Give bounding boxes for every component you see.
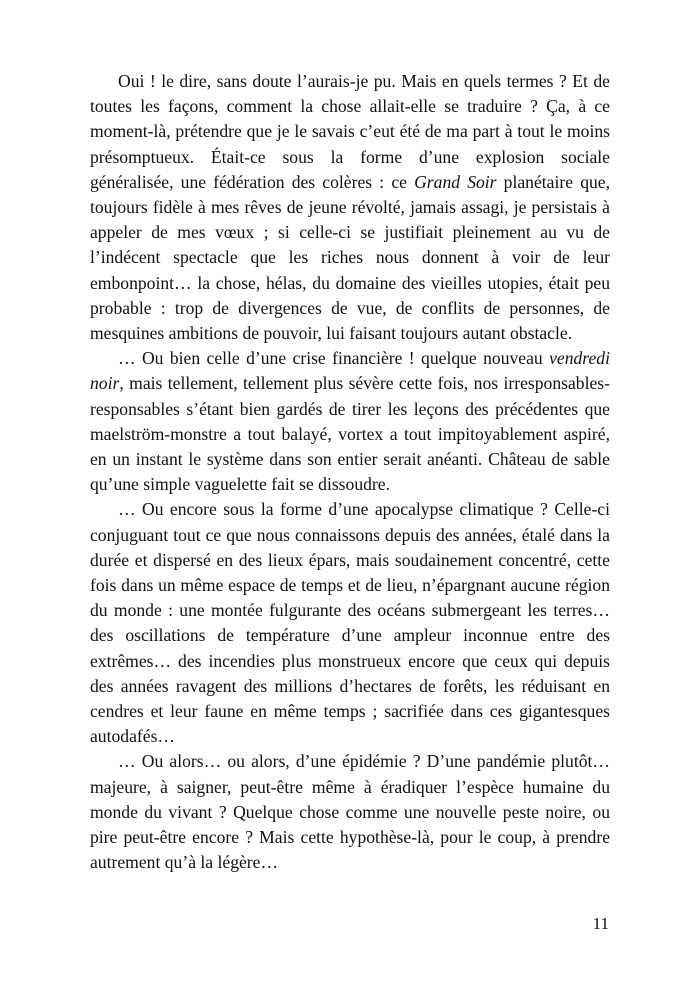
italic-phrase: vendredi noir bbox=[90, 348, 610, 394]
paragraph-text: … Ou bien celle d’une crise financière ! quelque nouveau bbox=[118, 348, 550, 369]
paragraph-text: … Ou alors… ou alors, d’une épidémie ? D’une pandémie plutôt… majeure, à saigner, peut-être même à éradiquer l’espèce humaine du monde du vivant ? Quelque chose comme une nouvelle peste noire, ou pire peut-être encore ? Mais cette hypothèse-là, pour le coup, à prendre autrement qu’à la légère… bbox=[90, 751, 610, 873]
paragraph bbox=[90, 497, 610, 749]
paragraph-text: planétaire que, toujours fidèle à mes rêves de jeune révolté, jamais assagi, je persistais à appeler de mes vœux ; si celle-ci se justifiait pleinement au vu de l’indécent spectacle que les riches nous donnent à voir de leur embonpoint… la chose, hélas, du domaine des vieilles utopies, était peu probable : trop de divergences de vue, de conflits de personnes, de mesquines ambitions de pouvoir, lui faisant toujours autant obstacle. bbox=[90, 171, 610, 344]
paragraph-text: Oui ! le dire, sans doute l’aurais-je pu. Mais en quels termes ? Et de toutes les façons, comment la chose allait-elle se traduire ? Ça, à ce moment-là, prétendre que je le savais c’eut été de ma part à tout le moins présomptueux. Était-ce sous la forme d’une explosion sociale généralisée, une fédération des colères : ce bbox=[90, 71, 610, 192]
italic-phrase: Grand Soir bbox=[414, 171, 497, 192]
paragraph-text: … Ou encore sous la forme d’une apocalypse climatique ? Celle-ci conjuguant tout ce que nous connaissons depuis des années, étalé dans la durée et dispersé en des lieux épars, mais soudainement concentré, cette fois dans un même espace de temps et de lieu, n’épargnant aucune région du monde : une montée fulgurante des océans submergeant les terres… des oscillations de température d’une ampleur inconnue entre des extrêmes… des incendies plus monstrueux encore que ceux qui depuis des années ravagent des millions d’hectares de forêts, les réduisant en cendres et leur faune en même temps ; sacrifiée dans ces gigantesques autodafés… bbox=[90, 499, 610, 747]
paragraph bbox=[90, 69, 610, 346]
paragraph bbox=[90, 346, 610, 497]
paragraph bbox=[90, 749, 610, 875]
page-number: 11 bbox=[592, 914, 609, 933]
page-body bbox=[90, 69, 610, 876]
paragraph-text: , mais tellement, tellement plus sévère cette fois, nos irresponsables-responsables s’étant bien gardés de tirer les leçons des précédentes que maelström-monstre a tout balayé, vortex a tout impitoyablement aspiré, en un instant le système dans son entier serait anéanti. Château de sable qu’une simple vaguelette fait se dissoudre. bbox=[90, 373, 610, 495]
